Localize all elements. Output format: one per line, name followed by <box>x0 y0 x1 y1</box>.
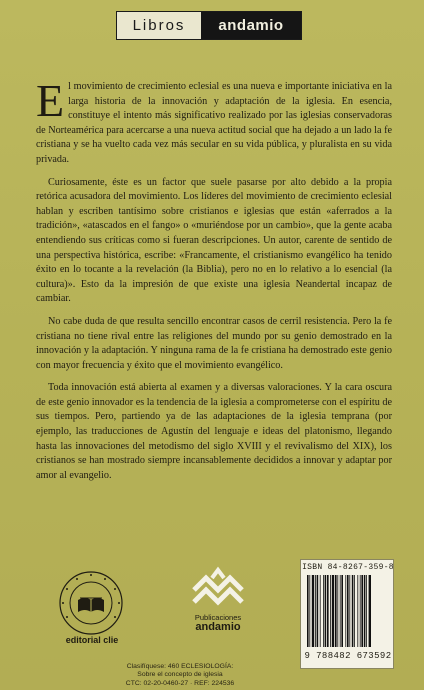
paragraph-1 <box>36 75 392 168</box>
paragraph-2: Curiosamente, éste es un factor que suele pasarse por alto debido a la propia retórica acusadora del movimiento. Los líderes del movimiento de crecimiento eclesial hablan y escriben tantísimo sobre cristianos e iglesias que están «aferrados a la tradición», «atascados en el fango» o «muriéndose por un cambio», que la gente acaba entendiendo sus críticas como si fueran descripciones. Un autor, carente de sentido de una perspectiva histórica, escribe: «Francamente, el cristianismo evangélico ha tenido éxito en lo tocante a la revelación (la Biblia), pero no en lo relativo a lo esencial (la cultura)». Esto da la impresión de que existe una iglesia Neandertal incapaz de cambiar. <box>36 176 392 305</box>
editorial-clie-logo <box>52 570 132 652</box>
paragraph-4: Toda innovación está abierta al examen y a diversas valoraciones. Y la cara oscura de este genio innovador es la tendencia de la iglesia a comprometerse con el espíritu de sus tiempos. Pero, partiendo ya de las adaptaciones de la iglesia temprana (por ejemplo, las traducciones de Agustín del lenguaje e ideas del platonismo, llegando hasta las innovaciones del metodismo del siglo XVIII y el revivalismo del XIX), los cristianos se han mostrado siempre incansablemente decididos a innovar y adaptar por amor al evangelio. <box>36 382 392 481</box>
barcode-bar <box>354 575 355 647</box>
andamio-label: andamio <box>195 621 241 633</box>
barcode-bars <box>307 575 389 647</box>
barcode-bar <box>360 575 361 647</box>
series-logo-word-andamio: andamio <box>201 12 301 39</box>
editorial-clie-label: editorial clie <box>65 635 119 645</box>
barcode-bar <box>327 575 329 647</box>
barcode-bar <box>315 575 316 647</box>
drop-cap: E <box>36 75 65 126</box>
barcode-bar <box>352 575 354 647</box>
isbn-text: ISBN 84-8267-359-8 <box>302 563 394 572</box>
barcode-bar <box>364 575 366 647</box>
classification-line-3: CTC: 02-20-0460-27 · REF: 224536 <box>125 679 235 687</box>
barcode-bar <box>347 575 349 647</box>
barcode-bar <box>307 575 309 647</box>
publicaciones-andamio-logo <box>180 566 256 648</box>
barcode-bar <box>317 575 319 647</box>
classification-note <box>80 663 280 688</box>
barcode-bar <box>325 575 327 647</box>
series-logo-word-libros: Libros <box>132 17 186 34</box>
barcode-bar <box>369 575 371 647</box>
barcode-bar <box>366 575 367 647</box>
publicaciones-label: Publicaciones <box>194 613 242 622</box>
barcode-bar <box>357 575 358 647</box>
barcode-bar <box>337 575 338 647</box>
barcode-bar <box>309 575 310 647</box>
paragraph-1-text: l movimiento de crecimiento eclesial es una nueva e importante iniciativa en la larga historia de la innovación y adaptación de la iglesia. En esencia, constituye el intento más significativo realizado por las iglesias conservadoras de Norteamérica para acercarse a una nueva actitud social que ha dejado a un lado la fe cristiana y se ha vuelto cada vez más secular en su vida pública, y pluralista en su vida privada. <box>36 81 392 165</box>
barcode-bar <box>335 575 337 647</box>
classification-line-2: Sobre el concepto de iglesia <box>137 671 223 679</box>
scaffold-icon <box>190 566 246 606</box>
classification-line-1: Clasifíquese: 460 ECLESIOLOGÍA: <box>126 663 234 670</box>
barcode-bar <box>349 575 350 647</box>
barcode-bar <box>330 575 331 647</box>
blurb-text <box>36 75 392 491</box>
barcode <box>300 559 394 669</box>
paragraph-3: No cabe duda de que resulta sencillo encontrar casos de cerril resistencia. Pero la fe cristiana no tiene rival entre las religiones del mundo por su genio demostrado en la innovación y la adaptación. Y ninguna rama de la fe cristiana ha demostrado este genio con mayor frecuencia y éxito que el movimiento evangélico. <box>36 315 392 371</box>
barcode-bar <box>341 575 343 647</box>
series-logo <box>116 11 302 40</box>
barcode-bar <box>345 575 346 647</box>
barcode-bar <box>361 575 363 647</box>
barcode-number: 9 788482 673592 <box>304 651 392 661</box>
barcode-bar <box>323 575 324 647</box>
barcode-bar <box>312 575 314 647</box>
book-seal-icon <box>58 570 124 636</box>
barcode-bar <box>340 575 341 647</box>
barcode-bar <box>332 575 334 647</box>
barcode-bar <box>320 575 321 647</box>
